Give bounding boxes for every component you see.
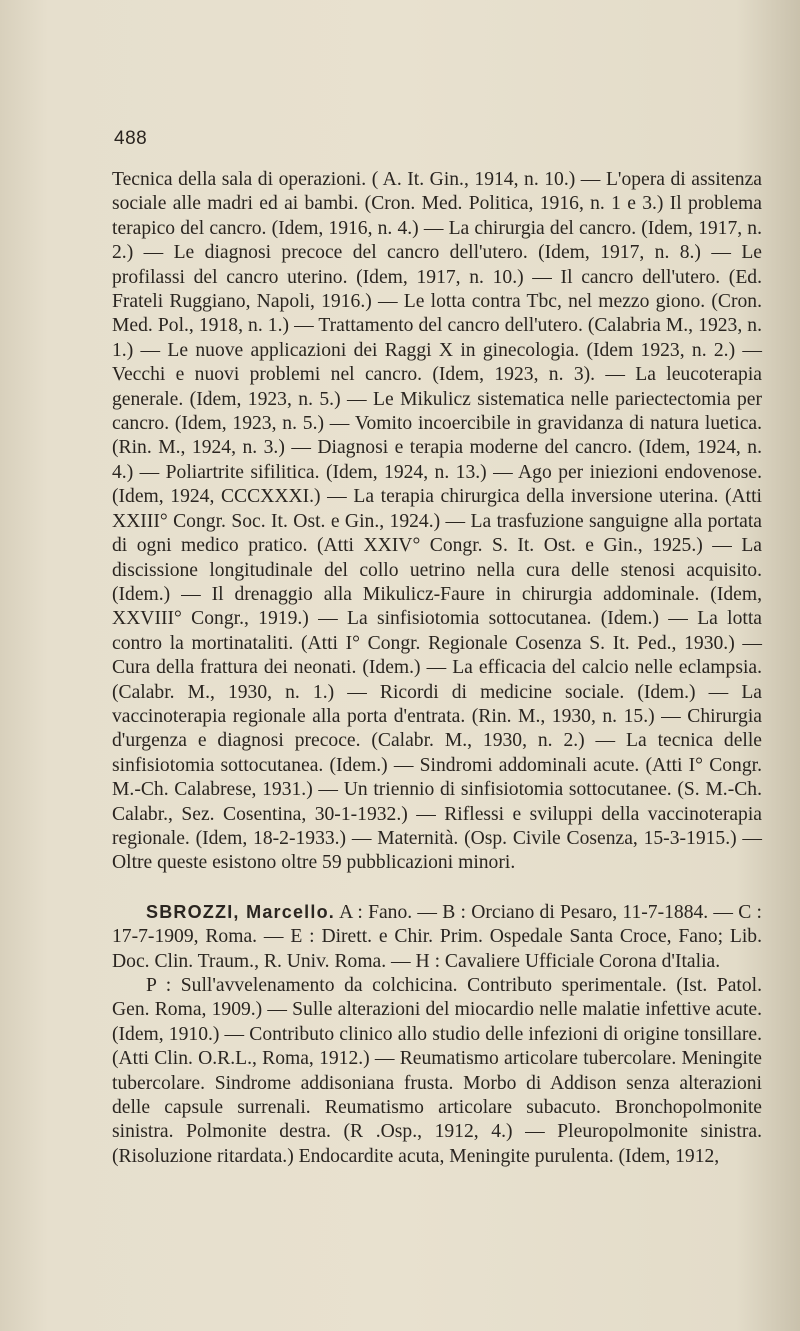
page-number: 488 (114, 128, 148, 149)
body-text (112, 168, 762, 1169)
continuation-paragraph: Tecnica della sala di operazioni. ( A. It. Gin., 1914, n. 10.) — L'opera di assitenza sociale alle madri ed ai bambi. (Cron. Med. Politica, 1916, n. 1 e 3.) Il problema terapico del cancro. (Idem, 1916, n. 4.) — La chirurgia del cancro. (Idem, 1917, n. 2.) — Le diagnosi precoce del cancro dell'utero. (Idem, 1917, n. 8.) — Le profilassi del cancro uterino. (Idem, 1917, n. 10.) — Il cancro dell'utero. (Ed. Frateli Ruggiano, Napoli, 1916.) — Le lotta contra Tbc, nel mezzo giono. (Cron. Med. Pol., 1918, n. 1.) — Trattamento del cancro dell'utero. (Calabria M., 1923, n. 1.) — Le nuove applicazioni dei Raggi X in ginecologia. (Idem 1923, n. 2.) — Vecchi e nuovi problemi nel cancro. (Idem, 1923, n. 3). — La leucoterapia generale. (Idem, 1923, n. 5.) — Le Mikulicz sistematica nelle pariectectomia per cancro. (Idem, 1923, n. 5.) — Vomito incoercibile in gravidanza di natura luetica. (Rin. M., 1924, n. 3.) — Diagnosi e terapia moderne del cancro. (Idem, 1924, n. 4.) — Poliartrite sifilitica. (Idem, 1924, n. 13.) — Ago per iniezioni endovenose. (Idem, 1924, CCCXXXI.) — La terapia chirurgica della inversione uterina. (Atti XXIII° Congr. Soc. It. Ost. e Gin., 1924.) — La trasfuzione sanguigne alla portata di ogni medico pratico. (Atti XXIV° Congr. S. It. Ost. e Gin., 1925.) — La discissione longitudinale del collo uetrino nella cura delle stenosi acquisito. (Idem.) — Il drenaggio alla Mikulicz-Faure in chirurgia addominale. (Idem, XXVIII° Congr., 1919.) — La sinfisiotomia sottocutanea. (Idem.) — La lotta contro la mortinataliti. (Atti I° Congr. Regionale Cosenza S. It. Ped., 1930.) — Cura della frattura dei neonati. (Idem.) — La efficacia del calcio nelle eclampsia. (Calabr. M., 1930, n. 1.) — Ricordi di medicine sociale. (Idem.) — La vaccinoterapia regionale alla porta d'entrata. (Rin. M., 1930, n. 15.) — Chirurgia d'urgenza e diagnosi precoce. (Calabr. M., 1930, n. 2.) — La tecnica delle sinfisiotomia sottocutanea. (Idem.) — Sindromi addominali acute. (Atti I° Congr. M.-Ch. Calabrese, 1931.) — Un triennio di sinfisiotomia sottocutanee. (S. M.-Ch. Calabr., Sez. Cosentina, 30-1-1932.) — Riflessi e sviluppi della vaccinoterapia regionale. (Idem, 18-2-1933.) — Maternità. (Osp. Civile Cosenza, 15-3-1915.) — Oltre queste esistono oltre 59 pubblicazioni minori. (112, 169, 762, 874)
publications-paragraph: P : Sull'avvelenamento da colchicina. Contributo sperimentale. (Ist. Patol. Gen. Roma, 1909.) — Sulle alterazioni del miocardio nelle malatie infettive acute. (Idem, 1910.) — Contributo clinico allo studio delle infezioni di origine tonsillare. (Atti Clin. O.R.L., Roma, 1912.) — Reumatismo articolare tubercolare. Meningite tubercolare. Sindrome addisoniana frusta. Morbo di Addison senza alterazioni delle capsule surrenali. Reumatismo articolare subacuto. Bronchopolmonite sinistra. Polmonite destra. (R .Osp., 1912, 4.) — Pleuropolmonite sinistra. (Risoluzione ritardata.) Endocardite acuta, Meningite purulenta. (Idem, 1912, (112, 975, 762, 1167)
author-name: SBROZZI, Marcello. (146, 901, 335, 922)
entry-header-text: A : Fano. — B : Orciano di Pesaro, 11-7-1884. — C : 17-7-1909, Roma. — E : Dirett. e Chir. Prim. Ospedale Santa Croce, Fano; Lib. Doc. Clin. Traum., R. Univ. Roma. — H : Cavaliere Ufficiale Corona d'Italia. (112, 901, 762, 972)
entry-header (112, 900, 762, 974)
